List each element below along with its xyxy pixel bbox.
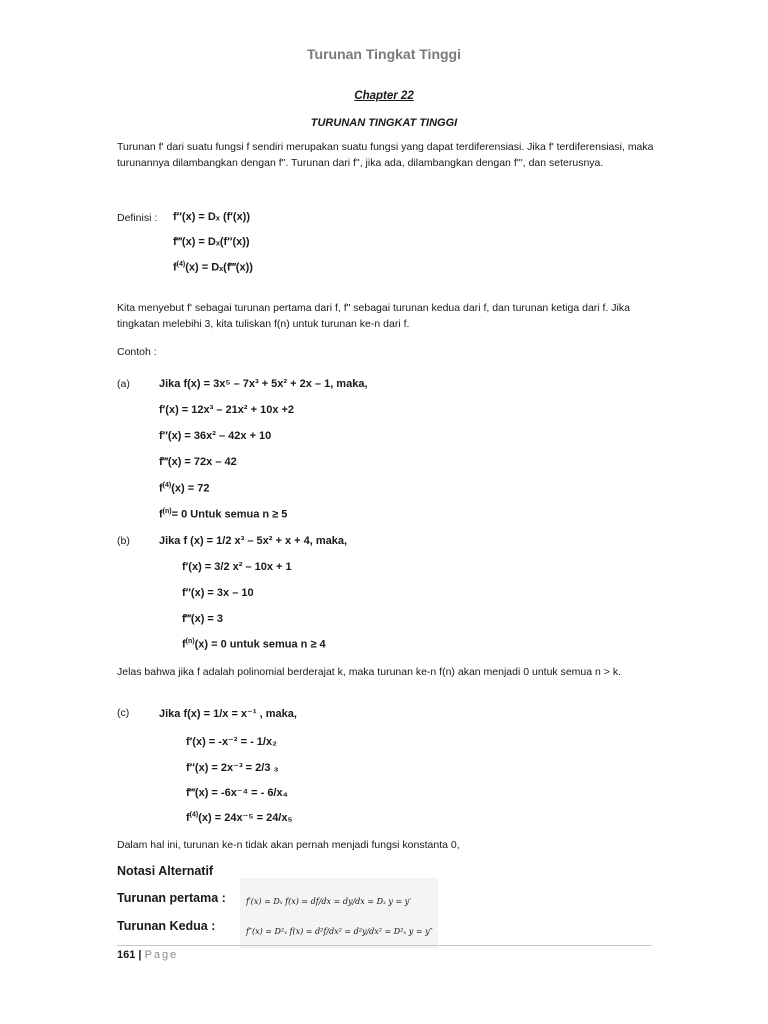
page-number: 161	[117, 949, 136, 961]
example-b-line-5: $f^{(n)}(x) = 0$ untuk semua n ≥ 4	[182, 638, 326, 651]
example-b-line-2: f′(x) = 3/2 x² – 10x + 1	[182, 561, 292, 573]
chapter-label: Chapter 22	[354, 90, 414, 102]
example-a-line-2: f′(x) = 12x³ – 21x² + 10x +2	[159, 404, 295, 416]
first-derivative-formula: f′(x) = Dₓ f(x) = df/dx = dy/dx = Dₓ y = y′	[246, 897, 412, 906]
example-b-line-1: Jika f (x) = 1/2 x³ – 5x² + x + 4, maka,	[159, 535, 348, 547]
alt-notation-formulas	[240, 878, 438, 948]
definition-line-1: f″(x) = Dₓ (f′(x))	[173, 211, 251, 223]
definition-label: Definisi :	[117, 212, 158, 224]
footer-divider	[117, 945, 652, 946]
footer-page-word: Page	[144, 949, 179, 961]
page-footer	[117, 949, 178, 961]
chapter-subtitle: TURUNAN TINGKAT TINGGI	[310, 117, 458, 129]
footer-separator: |	[138, 949, 142, 961]
example-a-line-5: $f^{(4)}(x) = 72$	[159, 482, 210, 495]
example-b-line-4: f‴(x) = 3	[182, 613, 224, 625]
example-c-line-2: f′(x) = -x⁻² = - 1/x₂	[186, 736, 277, 748]
definition-line-2: f‴(x) = Dₓ(f″(x))	[173, 236, 250, 248]
definition-line-3: $f^{(4)}(x)$ = Dₓ(f‴(x))	[173, 261, 253, 274]
example-b-line-3: f″(x) = 3x – 10	[182, 587, 254, 599]
example-c-line-1: Jika f(x) = 1/x = x⁻¹ , maka,	[159, 708, 297, 720]
second-derivative-formula: f″(x) = D²ₓ f(x) = d²f/dx² = d²y/dx² = D²ₓ y = y″	[246, 927, 433, 936]
example-b-label: (b)	[117, 535, 130, 547]
example-a-line-3: f″(x) = 36x² – 42x + 10	[159, 430, 272, 442]
page-header-title: Turunan Tingkat Tinggi	[307, 46, 461, 62]
example-a-line-1: Jika f(x) = 3x⁵ – 7x³ + 5x² + 2x – 1, maka,	[159, 378, 368, 390]
example-a-label: (a)	[117, 378, 130, 390]
example-c-line-4: f‴(x) = -6x⁻⁴ = - 6/x₄	[186, 787, 288, 799]
example-c-line-5: $f^{(4)}(x) = 24x^{-5} = 24/x_5$	[186, 811, 293, 824]
example-a-line-4: f‴(x) = 72x – 42	[159, 456, 237, 468]
constant-note: Dalam hal ini, turunan ke-n tidak akan pernah menjadi fungsi konstanta 0,	[117, 839, 460, 851]
polynomial-note: Jelas bahwa jika f adalah polinomial berderajat k, maka turunan ke-n f(n) akan menjadi 0 untuk semua n > k.	[117, 666, 621, 678]
intro-paragraph: Turunan f' dari suatu fungsi f sendiri merupakan suatu fungsi yang dapat terdiferensiasi. Jika f' terdiferensiasi, maka turunannya dilambangkan dengan f". Turunan dari f", jika ada, dilambangkan dengan f''', dan seterusnya.	[117, 141, 654, 169]
naming-paragraph: Kita menyebut f' sebagai turunan pertama dari f, f" sebagai turunan kedua dari f, dan turunan ketiga dari f. Jika tingkatan melebihi 3, kita tuliskan f(n) untuk turunan ke-n dari f.	[117, 302, 630, 330]
example-c-label: (c)	[117, 707, 130, 719]
contoh-label: Contoh :	[117, 346, 157, 358]
alt-notation-title: Notasi Alternatif	[117, 864, 214, 878]
example-c-line-3: f″(x) = 2x⁻³ = 2/3 ₃	[186, 762, 279, 774]
first-derivative-label: Turunan pertama :	[117, 891, 226, 905]
example-a-line-6: $f^{(n)}= 0$ Untuk semua n ≥ 5	[159, 508, 288, 521]
second-derivative-label: Turunan Kedua :	[117, 919, 216, 933]
